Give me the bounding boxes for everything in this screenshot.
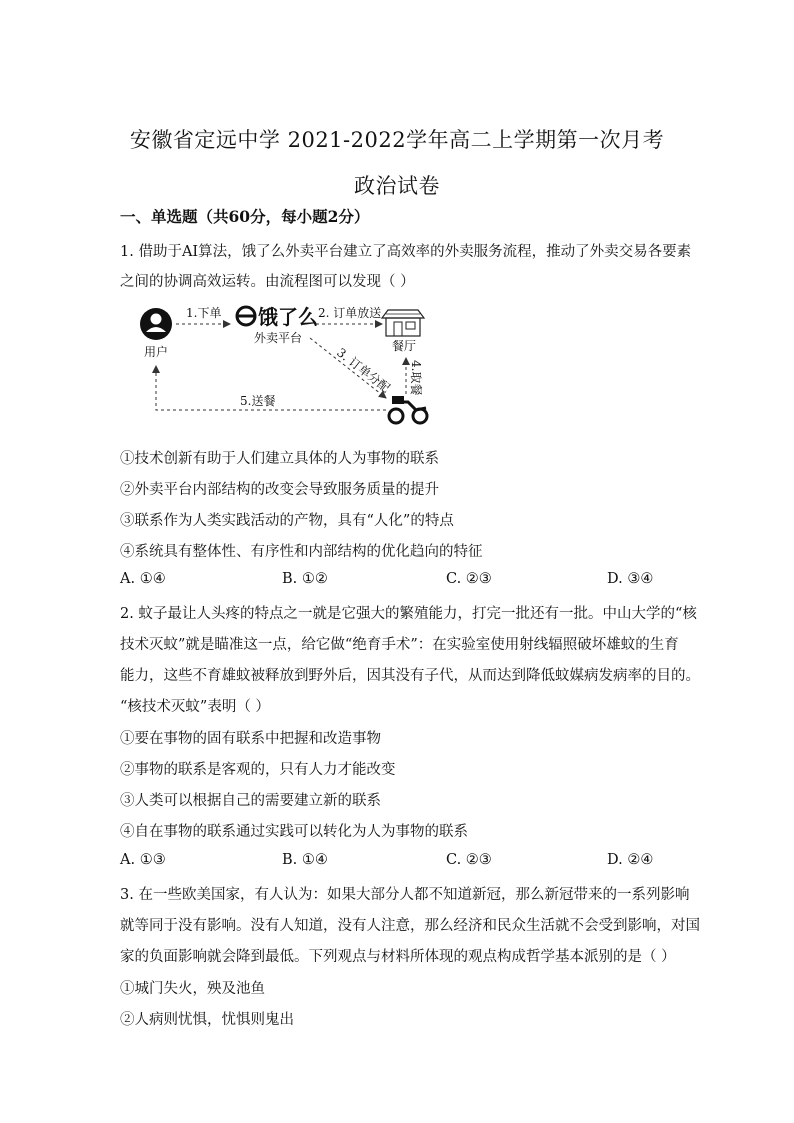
step5-label: 5.送餐 [240, 394, 276, 408]
q3-statement-1: ①城门失火，殃及池鱼 [120, 981, 265, 997]
q3-stem-line-2: 就等同于没有影响。没有人知道，没有人注意，那么经济和民众生活就不会受到影响，对国 [120, 918, 700, 934]
exam-title: 安徽省定远中学 2021-2022学年高二上学期第一次月考 [129, 128, 665, 152]
flow-diagram-svg [130, 298, 450, 436]
restaurant-icon [382, 310, 424, 336]
q1-option-c[interactable]: C. ②③ [446, 571, 492, 587]
q1-statement-2: ②外卖平台内部结构的改变会导致服务质量的提升 [120, 482, 439, 498]
q3-stem-line-3: 家的负面影响就会降到最低。下列观点与材料所体现的观点构成哲学基本派别的是（ ） [120, 949, 676, 965]
q1-stem-line-1: 1. 借助于AI算法，饿了么外卖平台建立了高效率的外卖服务流程，推动了外卖交易各要素 [120, 244, 692, 260]
section-heading: 一、单选题（共60分，每小题2分） [120, 207, 370, 226]
q2-stem-line-3: 能力，这些不育雄蚊被释放到野外后，因其没有子代，从而达到降低蚊媒病发病率的目的。 [120, 668, 700, 684]
exam-subtitle: 政治试卷 [354, 174, 440, 198]
q1-statement-3: ③联系作为人类实践活动的产物，具有“人化”的特点 [120, 513, 454, 529]
q2-option-c[interactable]: C. ②③ [446, 852, 492, 868]
q2-stem-line-1: 2. 蚊子最让人头疼的特点之一就是它强大的繁殖能力，打完一批还有一批。中山大学的“核 [120, 606, 697, 622]
q1-flow-diagram [130, 298, 450, 436]
eleme-logo-icon [237, 305, 318, 329]
q1-option-d[interactable]: D. ③④ [607, 571, 654, 587]
q1-option-a[interactable]: A. ①④ [120, 571, 166, 587]
q1-stem-line-2: 之间的协调高效运转。由流程图可以发现（ ） [120, 274, 415, 290]
step2-label: 2. 订单放送 [318, 306, 382, 320]
platform-label: 外卖平台 [254, 331, 303, 345]
q2-stem-line-4: “核技术灭蚊”表明（ ） [120, 699, 270, 715]
scooter-icon [389, 396, 427, 423]
q1-option-b[interactable]: B. ①② [282, 571, 328, 587]
q2-option-d[interactable]: D. ②④ [607, 852, 654, 868]
user-label: 用户 [144, 345, 169, 359]
q1-statement-4: ④系统具有整体性、有序性和内部结构的优化趋向的特征 [120, 544, 483, 560]
q3-stem-line-1: 3. 在一些欧美国家，有人认为：如果大部分人都不知道新冠，那么新冠带来的一系列影响 [120, 887, 690, 903]
step1-label: 1.下单 [186, 306, 222, 320]
user-icon [140, 308, 172, 340]
platform-brand: 饿了么 [258, 305, 318, 329]
q2-statement-4: ④自在事物的联系通过实践可以转化为人为事物的联系 [120, 824, 468, 840]
q2-statement-3: ③人类可以根据自己的需要建立新的联系 [120, 793, 381, 809]
q2-option-a[interactable]: A. ①③ [120, 852, 166, 868]
q2-stem-line-2: 技术灭蚊”就是瞄准这一点，给它做“绝育手术”：在实验室使用射线辐照破坏雄蚊的生育 [120, 637, 679, 653]
q2-option-b[interactable]: B. ①④ [282, 852, 328, 868]
q2-statement-2: ②事物的联系是客观的，只有人力才能改变 [120, 762, 396, 778]
step3-label: 3. 订单分配 [334, 345, 393, 396]
step4-label: 4.取餐 [409, 360, 423, 396]
q1-statement-1: ①技术创新有助于人们建立具体的人为事物的联系 [120, 451, 439, 467]
arrow-assign [310, 338, 386, 398]
restaurant-label: 餐厅 [392, 339, 417, 353]
q3-statement-2: ②人病则忧惧，忧惧则鬼出 [120, 1012, 294, 1028]
q2-statement-1: ①要在事物的固有联系中把握和改造事物 [120, 731, 381, 747]
